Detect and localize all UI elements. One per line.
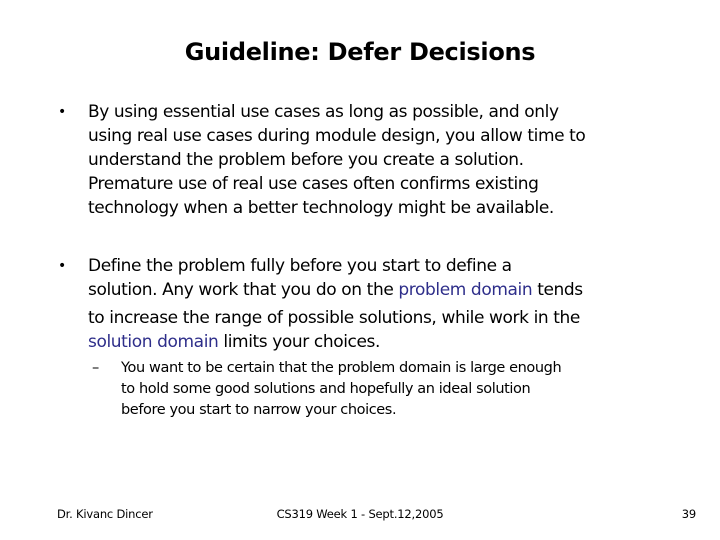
bullet-line: By using essential use cases as long as possible, and only — [88, 102, 559, 122]
sub-bullet-line: You want to be certain that the problem domain is large enough — [121, 360, 562, 376]
solution-domain-term: solution domain — [88, 332, 219, 352]
text-run: tends — [532, 280, 583, 300]
problem-domain-term: problem domain — [398, 280, 533, 300]
footer-author: Dr. Kivanc Dincer — [57, 507, 153, 521]
bullet-marker: • — [58, 104, 67, 120]
sub-bullet-text — [121, 358, 681, 421]
sub-bullet-line: before you start to narrow your choices. — [121, 402, 397, 418]
bullet-2-text — [88, 254, 688, 354]
page-number: 39 — [681, 507, 696, 521]
bullet-line: understand the problem before you create a solution. — [88, 150, 524, 170]
text-run: limits your choices. — [218, 332, 380, 352]
bullet-line: using real use cases during module design, you allow time to — [88, 126, 586, 146]
bullet-line: Premature use of real use cases often confirms existing — [88, 174, 539, 194]
text-run: solution. Any work that you do on the — [88, 280, 399, 300]
sub-bullet-line: to hold some good solutions and hopefully an ideal solution — [121, 381, 531, 397]
bullet-1-text — [88, 100, 688, 220]
slide-title: Guideline: Defer Decisions — [184, 38, 536, 66]
bullet-line: technology when a better technology might be available. — [88, 198, 554, 218]
sub-bullet-marker: – — [92, 360, 100, 376]
bullet-line — [88, 330, 688, 354]
bullet-line: Define the problem fully before you start to define a — [88, 256, 512, 276]
footer-course: CS319 Week 1 - Sept.12,2005 — [276, 507, 444, 521]
bullet-line: to increase the range of possible solutions, while work in the — [88, 308, 580, 328]
bullet-line — [88, 278, 688, 302]
bullet-marker: • — [58, 258, 67, 274]
